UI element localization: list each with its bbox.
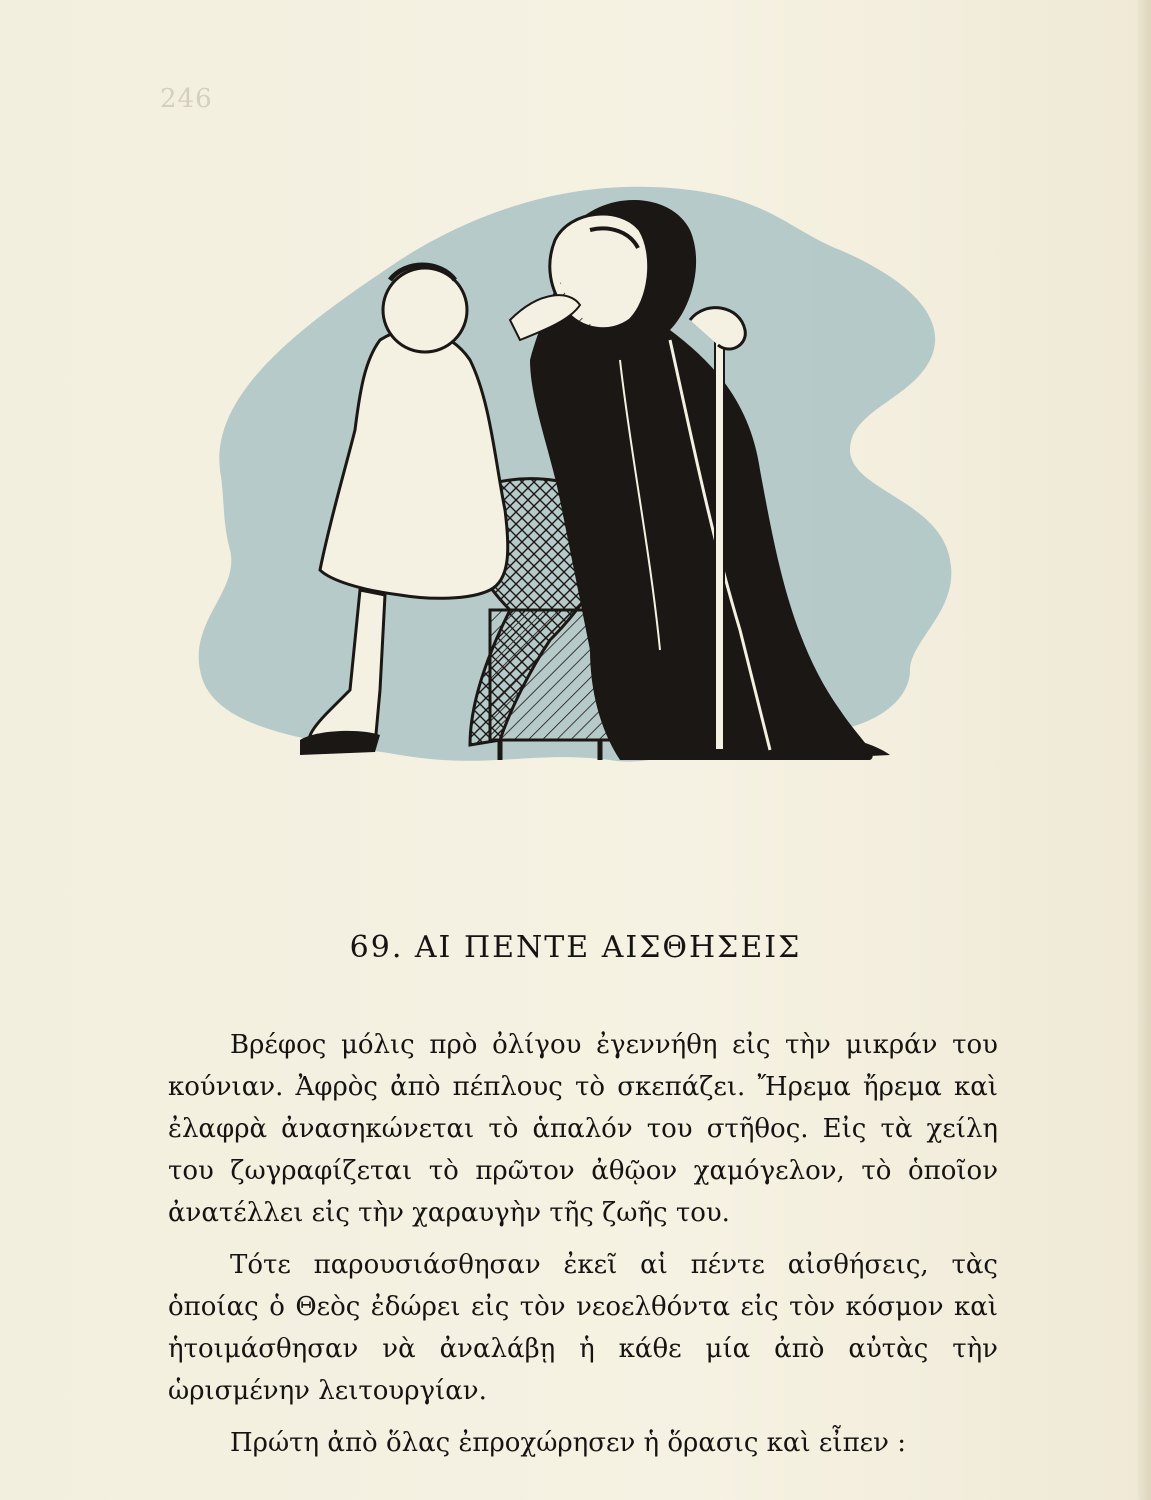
grandfather-and-child-icon bbox=[150, 170, 980, 780]
chapter-title: 69. ΑΙ ΠΕΝΤΕ ΑΙΣΘΗΣΕΙΣ bbox=[349, 930, 802, 965]
page-number: 246 bbox=[160, 84, 213, 114]
paragraph: Πρώτη ἀπὸ ὅλας ἐπροχώρησεν ἡ ὅρασις καὶ εἶπεν : bbox=[230, 1428, 906, 1458]
paragraph: Τότε παρουσιάσθησαν ἐκεῖ αἱ πέντε αἰσθήσεις, τὰς ὁποίας ὁ Θεὸς ἐδώρει εἰς τὸν νεοελθόντα εἰς τὸν κόσμον καὶ ἡτοιμάσθησαν νὰ ἀναλάβῃ ἡ κάθε μία ἀπὸ αὐτὰς τὴν ὡρισμένην λειτουργίαν. bbox=[168, 1250, 998, 1406]
page-edge bbox=[1137, 0, 1151, 1500]
paragraph: Βρέφος μόλις πρὸ ὀλίγου ἐγεννήθη εἰς τὴν μικράν του κούνιαν. Ἀφρὸς ἀπὸ πέπλους τὸ σκεπάζει. Ἤρεμα ἤρεμα καὶ ἐλαφρὰ ἀνασηκώνεται τὸ ἁπαλόν του στῆθος. Εἰς τὰ χείλη του ζωγραφίζεται τὸ πρῶτον ἀθῷον χαμόγελον, τὸ ὁποῖον ἀνατέλλει εἰς τὴν χαραυγὴν τῆς ζωῆς του. bbox=[168, 1030, 998, 1228]
chapter-body bbox=[168, 1024, 998, 1474]
